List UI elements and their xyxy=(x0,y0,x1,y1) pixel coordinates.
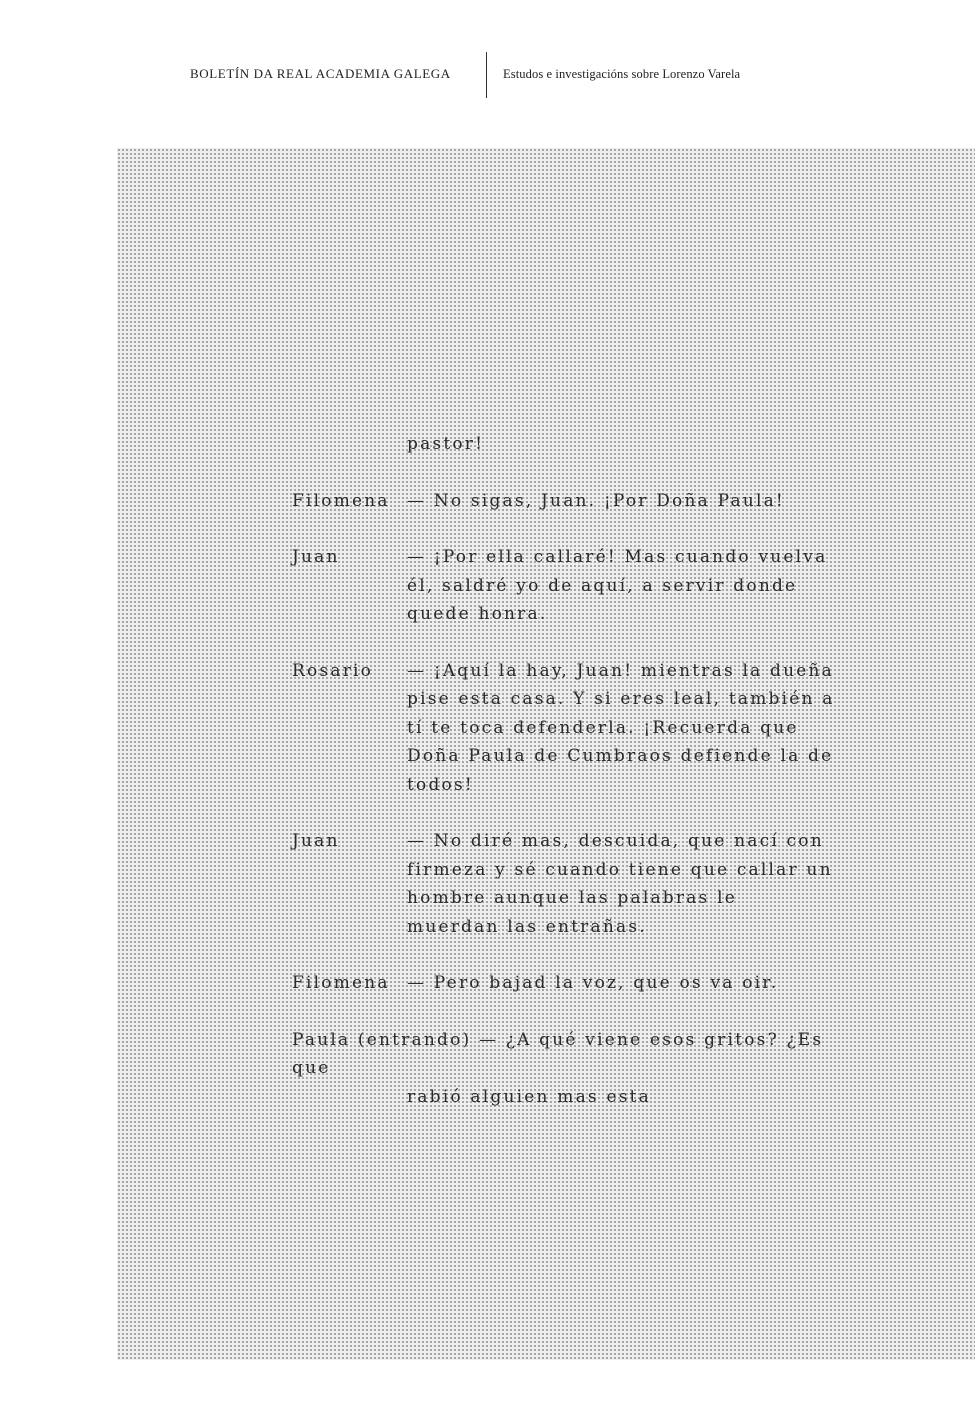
speaker-name: Filomena xyxy=(292,973,390,993)
dialogue-text: — ¡Aquí la hay, Juan! mientras la dueña pise esta casa. Y si eres leal, también a tí te toca defenderla. ¡Recuerda que Doña Paula de Cumbraos defiende la de todos! xyxy=(407,660,835,795)
section-title: Estudos e investigacións sobre Lorenzo Varela xyxy=(503,67,741,81)
dialogue-text: — No sigas, Juan. ¡Por Doña Paula! xyxy=(407,490,785,511)
dialogue-line xyxy=(292,487,852,516)
dialogue-line xyxy=(292,657,852,800)
dialogue-text-first: — ¿A qué viene esos gritos? ¿Es que xyxy=(292,1029,824,1078)
dialogue-line xyxy=(292,969,852,998)
script-continuation xyxy=(292,430,852,459)
speaker-name: Paula (entrando) xyxy=(292,1029,472,1050)
speaker-name: Juan xyxy=(292,831,340,851)
dialogue-line xyxy=(292,827,852,941)
continuation-text: pastor! xyxy=(407,434,485,454)
dialogue-line-final xyxy=(292,1026,852,1112)
speaker-name: Juan xyxy=(292,547,340,567)
journal-title: BOLETÍN DA REAL ACADEMIA GALEGA xyxy=(190,66,451,81)
running-header xyxy=(0,52,975,100)
speaker-name: Filomena xyxy=(292,490,390,511)
dialogue-line xyxy=(292,543,852,629)
speaker-name: Rosario xyxy=(292,660,374,681)
dialogue-text-rest: rabió alguien mas esta xyxy=(407,1086,652,1107)
play-script xyxy=(292,430,852,1139)
header-divider xyxy=(486,52,487,98)
dialogue-text: — ¡Por ella callaré! Mas cuando vuelva él, saldré yo de aquí, a servir donde quede honra. xyxy=(407,547,828,624)
final-dialogue xyxy=(292,1026,837,1112)
dialogue-text: — No diré mas, descuida, que nací con firmeza y sé cuando tiene que callar un hombre aunque las palabras le muerdan las entrañas. xyxy=(407,831,833,937)
dialogue-text: — Pero bajad la voz, que os va oir. xyxy=(407,973,779,993)
